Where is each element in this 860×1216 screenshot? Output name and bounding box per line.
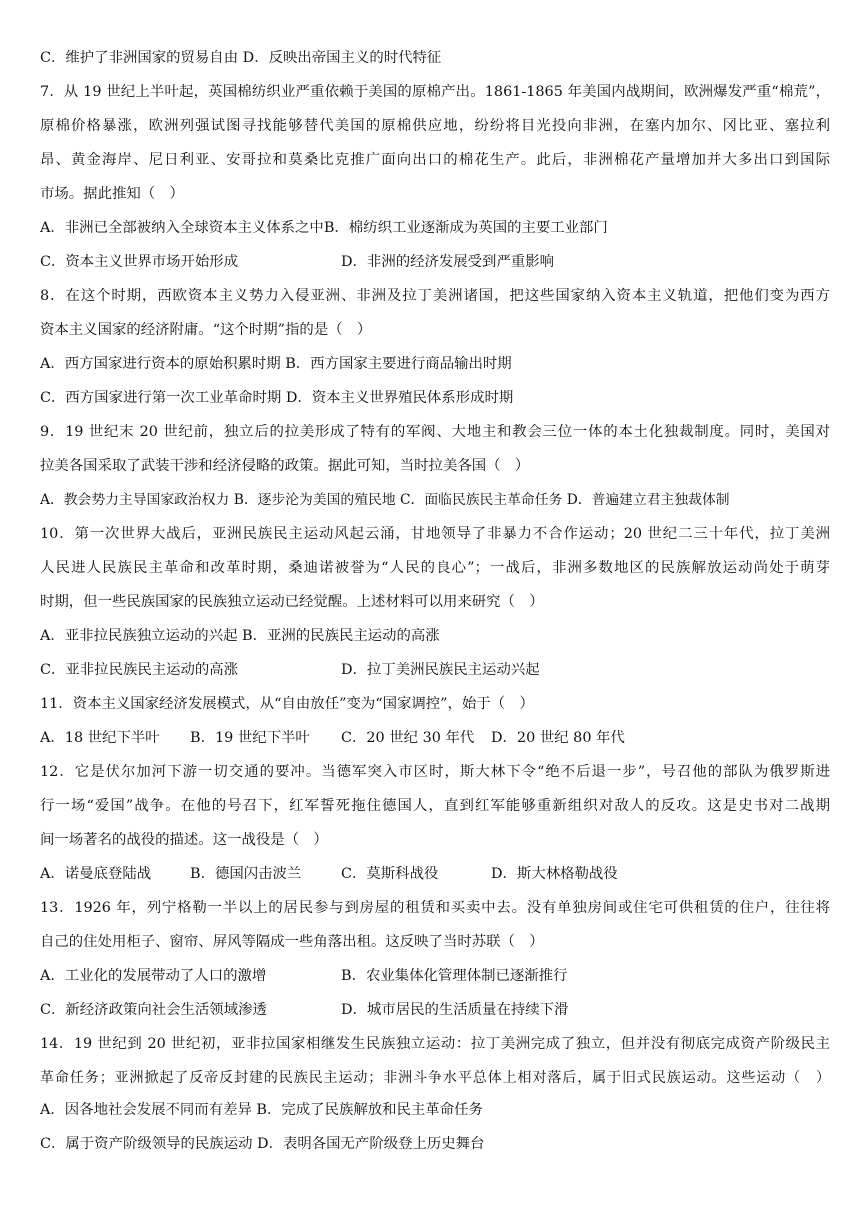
q14-stem-line-2: 革命任务；亚洲掀起了反帝反封建的民族民主运动；非洲斗争水平总体上相对落后，属于旧式民族运动。这些运动（ ） bbox=[40, 1070, 830, 1086]
q12-options bbox=[40, 864, 830, 886]
q13-option-a: A．工业化的发展带动了人口的激增 bbox=[40, 968, 267, 984]
q11-option-a: A．18 世纪下半叶 bbox=[40, 730, 160, 746]
q10-options-ab: A．亚非拉民族独立运动的兴起 B．亚洲的民族民主运动的高涨 bbox=[40, 628, 440, 644]
q7-options-ab: A．非洲已全部被纳入全球资本主义体系之中B．棉纺织工业逐渐成为英国的主要工业部门 bbox=[40, 220, 608, 236]
q10-stem-line-2: 人民进人民族民主革命和改革时期，桑迪诺被誉为“人民的良心”；一战后，非洲多数地区的民族解放运动尚处于萌芽 bbox=[40, 560, 830, 576]
q12-stem-line-3: 间一场著名的战役的描述。这一战役是（ ） bbox=[40, 832, 328, 848]
q11-stem: 11．资本主义国家经济发展模式，从“自由放任”变为“国家调控”，始于（ ） bbox=[40, 696, 534, 712]
q7-stem-line-3: 昂、黄金海岸、尼日利亚、安哥拉和莫桑比克推广面向出口的棉花生产。此后，非洲棉花产量增加并大多出口到国际 bbox=[40, 152, 830, 168]
q13-option-c: C．新经济政策向社会生活领域渗透 bbox=[40, 1002, 267, 1018]
q9-stem-line-1: 9．19 世纪末 20 世纪前，独立后的拉美形成了特有的军阀、大地主和教会三位一体的本土化独裁制度。同时，美国对 bbox=[40, 424, 830, 440]
q12-option-a: A．诺曼底登陆战 bbox=[40, 866, 152, 882]
q7-option-c: C．资本主义世界市场开始形成 bbox=[40, 254, 239, 270]
q10-stem-line-3: 时期，但一些民族国家的民族独立运动已经觉醒。上述材料可以用来研究（ ） bbox=[40, 594, 544, 610]
q11-option-b: B．19 世纪下半叶 bbox=[190, 730, 310, 746]
q13-option-b: B．农业集体化管理体制已逐渐推行 bbox=[341, 968, 568, 984]
q11-options bbox=[40, 728, 830, 750]
q11-option-c: C．20 世纪 30 年代 bbox=[341, 730, 475, 746]
q9-stem-line-2: 拉美各国采取了武装干涉和经济侵略的政策。据此可知，当时拉美各国（ ） bbox=[40, 458, 530, 474]
q11-option-d: D．20 世纪 80 年代 bbox=[491, 730, 625, 746]
q7-stem-line-2: 原棉价格暴涨，欧洲列强试图寻找能够替代美国的原棉供应地，纷纷将目光投向非洲，在塞内加尔、冈比亚、塞拉利 bbox=[40, 118, 830, 134]
q10-option-c: C．亚非拉民族民主运动的高涨 bbox=[40, 662, 239, 678]
q14-options-ab: A．因各地社会发展不同而有差异 B．完成了民族解放和民主革命任务 bbox=[40, 1102, 483, 1118]
q9-options: A．教会势力主导国家政治权力 B．逐步沦为美国的殖民地 C．面临民族民主革命任务 D．普遍建立君主独裁体制 bbox=[40, 492, 730, 508]
q6-options-cd: C．维护了非洲国家的贸易自由 D．反映出帝国主义的时代特征 bbox=[40, 50, 442, 66]
q8-stem-line-1: 8．在这个时期，西欧资本主义势力入侵亚洲、非洲及拉丁美洲诸国，把这些国家纳入资本主义轨道，把他们变为西方 bbox=[40, 288, 830, 304]
q12-option-b: B．德国闪击波兰 bbox=[190, 866, 302, 882]
q10-option-d: D．拉丁美洲民族民主运动兴起 bbox=[341, 662, 540, 678]
q13-stem-line-2: 自己的住处用柜子、窗帘、屏风等隔成一些角落出租。这反映了当时苏联（ ） bbox=[40, 934, 544, 950]
q13-options-cd bbox=[40, 1000, 830, 1022]
q8-options-cd: C．西方国家进行第一次工业革命时期 D．资本主义世界殖民体系形成时期 bbox=[40, 390, 514, 406]
q12-stem-line-2: 行一场“爱国”战争。在他的号召下，红军誓死拖住德国人，直到红军能够重新组织对敌人的反攻。这是史书对二战期 bbox=[40, 798, 830, 814]
q14-options-cd: C．属于资产阶级领导的民族运动 D．表明各国无产阶级登上历史舞台 bbox=[40, 1136, 485, 1152]
q7-options-cd bbox=[40, 252, 830, 274]
q12-stem-line-1: 12．它是伏尔加河下游一切交通的要冲。当德军突入市区时，斯大林下令“绝不后退一步”，号召他的部队为俄罗斯进 bbox=[40, 764, 830, 780]
q13-stem-line-1: 13．1926 年，列宁格勒一半以上的居民参与到房屋的租赁和买卖中去。没有单独房间或住宅可供租赁的住户，往往将 bbox=[40, 900, 830, 916]
q7-stem-line-1: 7．从 19 世纪上半叶起，英国棉纺织业严重依赖于美国的原棉产出。1861-1865 年美国内战期间，欧洲爆发严重“棉荒”， bbox=[40, 84, 830, 100]
q8-options-ab: A．西方国家进行资本的原始积累时期 B．西方国家主要进行商品输出时期 bbox=[40, 356, 512, 372]
q12-option-d: D．斯大林格勒战役 bbox=[491, 866, 618, 882]
q10-options-cd bbox=[40, 660, 830, 682]
q7-stem-line-4: 市场。据此推知（ ） bbox=[40, 186, 184, 202]
q12-option-c: C．莫斯科战役 bbox=[341, 866, 439, 882]
q13-options-ab bbox=[40, 966, 830, 988]
q13-option-d: D．城市居民的生活质量在持续下滑 bbox=[341, 1002, 569, 1018]
q8-stem-line-2: 资本主义国家的经济附庸。“这个时期”指的是（ ） bbox=[40, 322, 372, 338]
q14-stem-line-1: 14．19 世纪到 20 世纪初，亚非拉国家相继发生民族独立运动：拉丁美洲完成了独立，但并没有彻底完成资产阶级民主 bbox=[40, 1036, 830, 1052]
q7-option-d: D．非洲的经济发展受到严重影响 bbox=[341, 254, 555, 270]
q10-stem-line-1: 10．第一次世界大战后，亚洲民族民主运动风起云涌，甘地领导了非暴力不合作运动；20 世纪二三十年代，拉丁美洲 bbox=[40, 526, 830, 542]
